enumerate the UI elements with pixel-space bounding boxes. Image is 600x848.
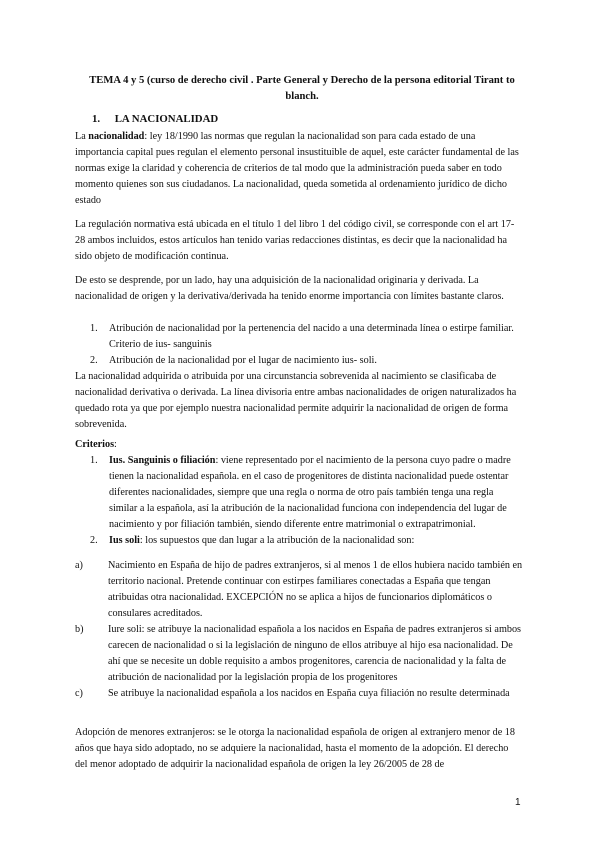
list-item	[75, 321, 523, 353]
section-title: LA NACIONALIDAD	[114, 113, 219, 125]
list-marker: a)	[75, 560, 83, 571]
term-nacionalidad: nacionalidad	[88, 131, 145, 142]
criterios-colon: :	[114, 439, 117, 450]
paragraph-adquisicion: De esto se desprende, por un lado, hay una adquisición de la nacionalidad originaria y derivada. La nacionalidad de origen y la derivativa/derivada ha tenido enorme importancia con límites bastante claros.	[75, 275, 504, 302]
supuesto-item	[75, 686, 523, 702]
list-item-text: Atribución de nacionalidad por la pertenencia del nacido a una determinada línea o estirpe familiar. Criterio de ius- sanguinis	[109, 323, 514, 350]
paragraph-nacionalidad	[75, 129, 523, 209]
supuestos-list	[75, 558, 523, 702]
supuesto-item	[75, 622, 523, 686]
supuesto-text: Iure soli: se atribuye la nacionalidad española a los nacidos en España de padres extranjeros si ambos carecen de nacionalidad o si la legislación de ninguno de ellos atribuye al hijo esa nacionalidad. De ahí que se necesite un doble requisito a ambos progenitores, carencia de nacionalidad y la falta de atribución de nacionalidad por la legislación propia de los progenitores	[108, 624, 522, 683]
criterio-item	[75, 533, 523, 549]
page-number: 1	[515, 797, 521, 808]
paragraph-text: : ley 18/1990 las normas que regulan la nacionalidad son para cada estado de una importancia capital pues regulan el elemento personal insustituible de aquel, este carácter fundamental de las normas exige la claridad y coherencia de criterios de tal modo que la administración pueda saber en todo momento quienes son sus ciudadanos. La nacionalidad, queda sometida al ordenamiento jurídico de dicho estado	[75, 131, 519, 206]
criterios-label: Criterios	[75, 439, 115, 450]
criterio-text: : los supuestos que dan lugar a la atribución de la nacionalidad son:	[139, 535, 415, 546]
section-number: 1.	[92, 113, 101, 125]
criterio-text: : viene representado por el nacimiento de la persona cuyo padre o madre tienen la nacionalidad española. en el caso de progenitores de distinta nacionalidad puede ostentar diferentes nacionalidades, siempre que una regla o norma de otro país también tenga una regla similar a la española, así la atribución de la nacionalidad funciona con independencia del lugar de nacimiento y por filiación también, siendo diferente entre matrimonial o extrapatrimonial.	[109, 455, 511, 530]
list-marker: b)	[75, 624, 84, 635]
supuesto-text: Nacimiento en España de hijo de padres extranjeros, si al menos 1 de ellos hubiera nacido también en territorio nacional. Pretende continuar con estirpes familiares conectadas a España que tengan atribuidas otra nacionalidad. EXCEPCIÓN no se aplica a hijos de funcionarios diplomáticos o consulares acreditados.	[108, 560, 523, 619]
list-marker: 1.	[90, 323, 98, 334]
term-ius-sanguinis: Ius. Sanguinis o filiación	[109, 455, 216, 466]
criterio-item	[75, 453, 523, 533]
criterios-heading	[75, 437, 523, 453]
supuesto-item	[75, 558, 523, 622]
list-marker: 1.	[90, 455, 98, 466]
list-marker: 2.	[90, 355, 98, 366]
paragraph-lead: La	[75, 131, 89, 142]
list-marker: c)	[75, 688, 83, 699]
section-heading	[92, 113, 218, 125]
term-ius-soli: Ius soli	[109, 535, 140, 546]
list-marker: 2.	[90, 535, 98, 546]
numbered-list	[75, 321, 523, 369]
paragraph-adopcion: Adopción de menores extranjeros: se le otorga la nacionalidad española de origen al extranjero menor de 18 años que haya sido adoptado, no se adquiere la nacionalidad, hasta el momento de la adopción. El derecho del menor adoptado de adquirir la nacionalidad española de origen la ley 26/2005 de 28 de	[75, 727, 515, 770]
document-title: TEMA 4 y 5 (curso de derecho civil . Parte General y Derecho de la persona editorial Tirant to blanch.	[89, 75, 515, 102]
list-item	[75, 353, 523, 369]
criterios-list	[75, 453, 523, 549]
list-item-text: Atribución de la nacionalidad por el lugar de nacimiento ius- soli.	[109, 355, 377, 366]
paragraph-regulacion: La regulación normativa está ubicada en el título 1 del libro 1 del código civil, se corresponde con el art 17-28 ambos incluidos, estos artículos han tenido varias redacciones distintas, es decir que la nacionalidad ha sido objeto de modificación continua.	[75, 219, 515, 262]
supuesto-text: Se atribuye la nacionalidad española a los nacidos en España cuya filiación no resulte determinada	[108, 688, 510, 699]
paragraph-derivada: La nacionalidad adquirida o atribuida por una circunstancia sobrevenida al nacimiento se clasificaba de nacionalidad derivativa o derivada. La línea divisoria entre ambas nacionalidades de origen naturalizados ha quedado rota ya que por ejemplo nuestra nacionalidad permite adquirir la nacionalidad de origen de forma sobrevenida.	[75, 371, 517, 430]
